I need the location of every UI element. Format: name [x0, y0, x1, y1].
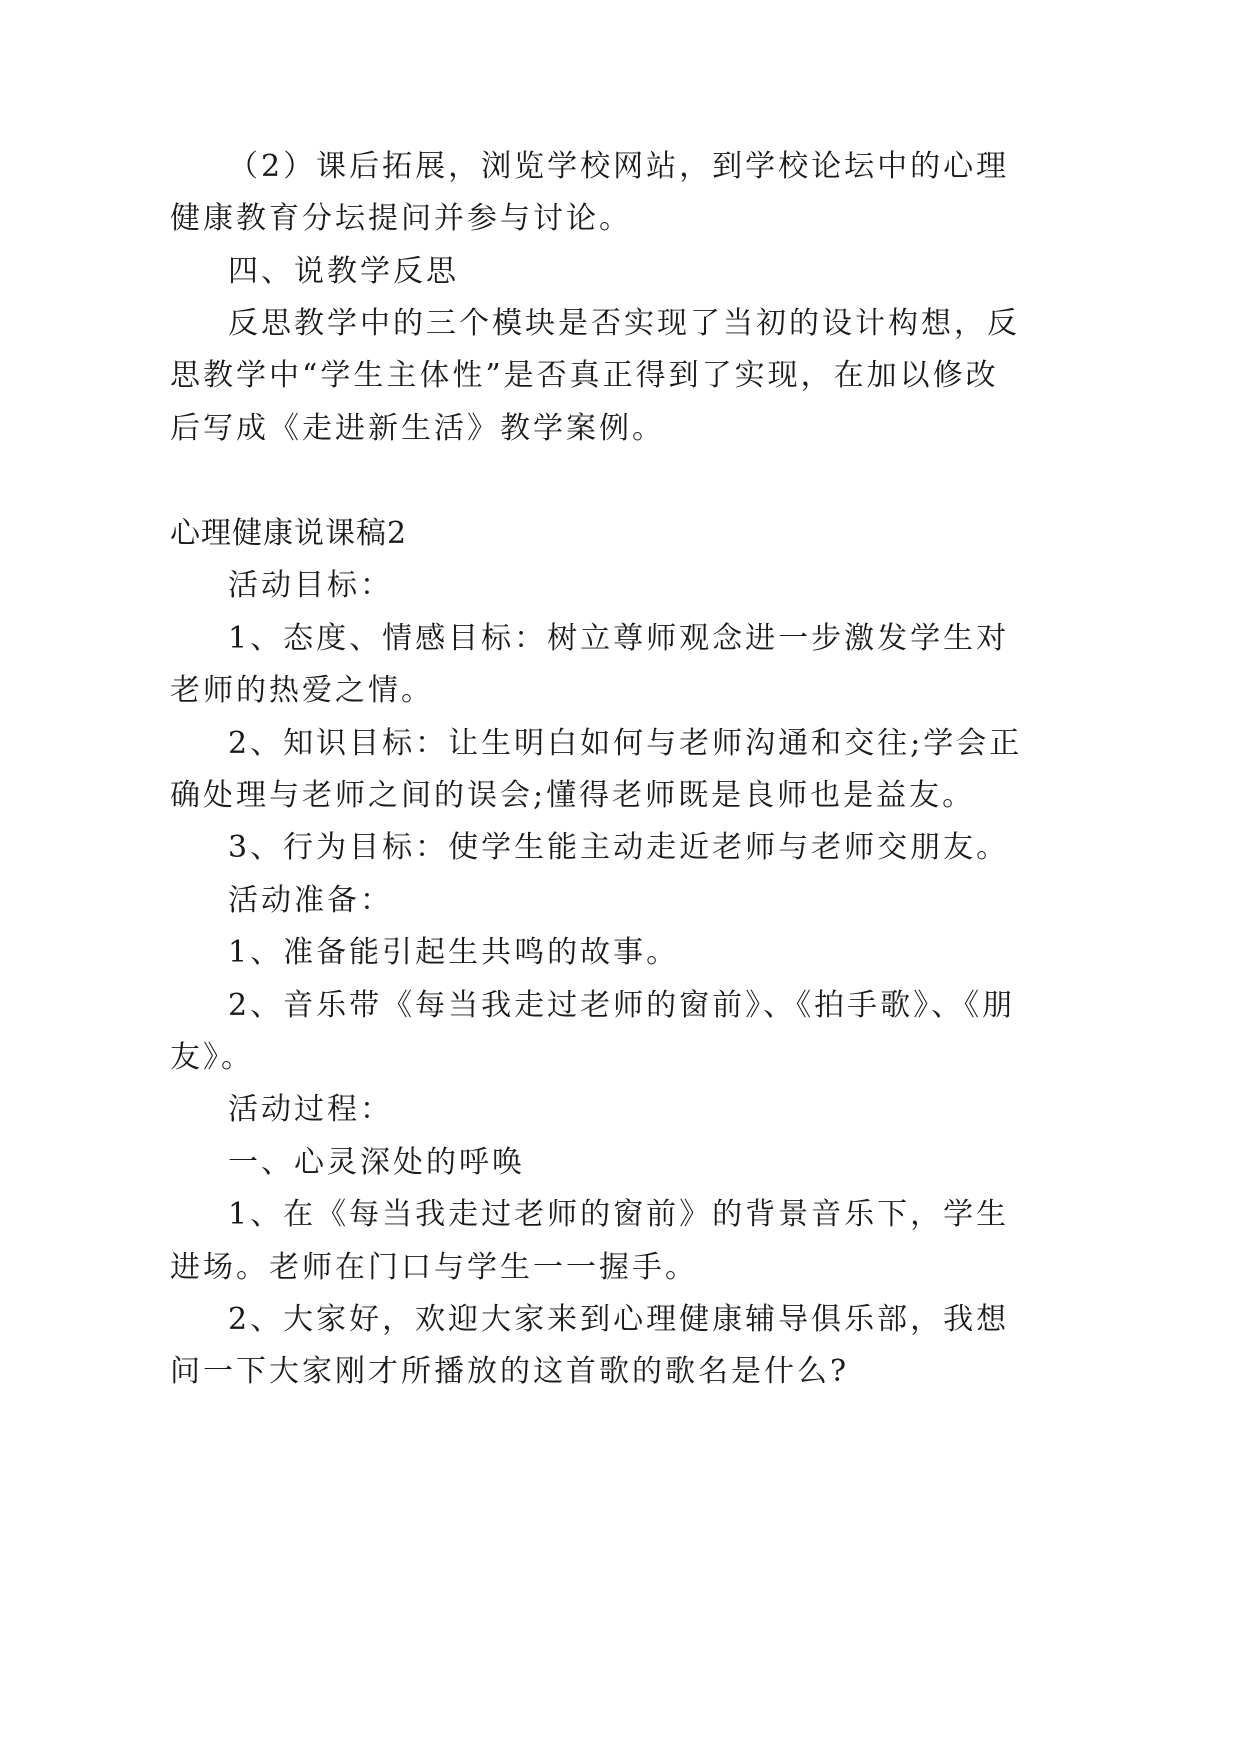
paragraph-line: 健康教育分坛提问并参与讨论。 — [170, 201, 632, 236]
document-title: 心理健康说课稿2 — [170, 516, 408, 551]
section-heading: 四、说教学反思 — [228, 254, 459, 289]
paragraph-line: 友》。 — [170, 1040, 254, 1075]
paragraph-line: （2）课后拓展，浏览学校网站，到学校论坛中的心理 — [228, 149, 1010, 184]
paragraph-line: 3、行为目标：使学生能主动走近老师与老师交朋友。 — [228, 830, 1010, 865]
paragraph-line: 2、音乐带《每当我走过老师的窗前》、《拍手歌》、《朋 — [228, 988, 1016, 1023]
paragraph-line: 老师的热爱之情。 — [170, 673, 434, 708]
paragraph-line: 后写成《走进新生活》教学案例。 — [170, 411, 665, 446]
paragraph-line: 确处理与老师之间的误会;懂得老师既是良师也是益友。 — [170, 778, 976, 813]
paragraph-line: 1、态度、情感目标：树立尊师观念进一步激发学生对 — [228, 621, 1010, 656]
paragraph-line: 进场。老师在门口与学生一一握手。 — [170, 1250, 698, 1285]
paragraph-line: 2、知识目标：让生明白如何与老师沟通和交往;学会正 — [228, 726, 1023, 761]
paragraph-line: 思教学中“学生主体性”是否真正得到了实现，在加以修改 — [170, 358, 999, 393]
paragraph-line: 1、在《每当我走过老师的窗前》的背景音乐下，学生 — [228, 1197, 1010, 1232]
section-heading: 一、心灵深处的呼唤 — [228, 1145, 525, 1180]
paragraph-line: 2、大家好，欢迎大家来到心理健康辅导俱乐部，我想 — [228, 1302, 1010, 1337]
section-heading: 活动目标： — [228, 568, 393, 603]
section-heading: 活动过程： — [228, 1092, 393, 1127]
paragraph-line: 反思教学中的三个模块是否实现了当初的设计构想，反 — [228, 306, 1020, 341]
section-heading: 活动准备： — [228, 883, 393, 918]
paragraph-line: 1、准备能引起生共鸣的故事。 — [228, 935, 680, 970]
paragraph-line: 问一下大家刚才所播放的这首歌的歌名是什么? — [170, 1354, 850, 1389]
